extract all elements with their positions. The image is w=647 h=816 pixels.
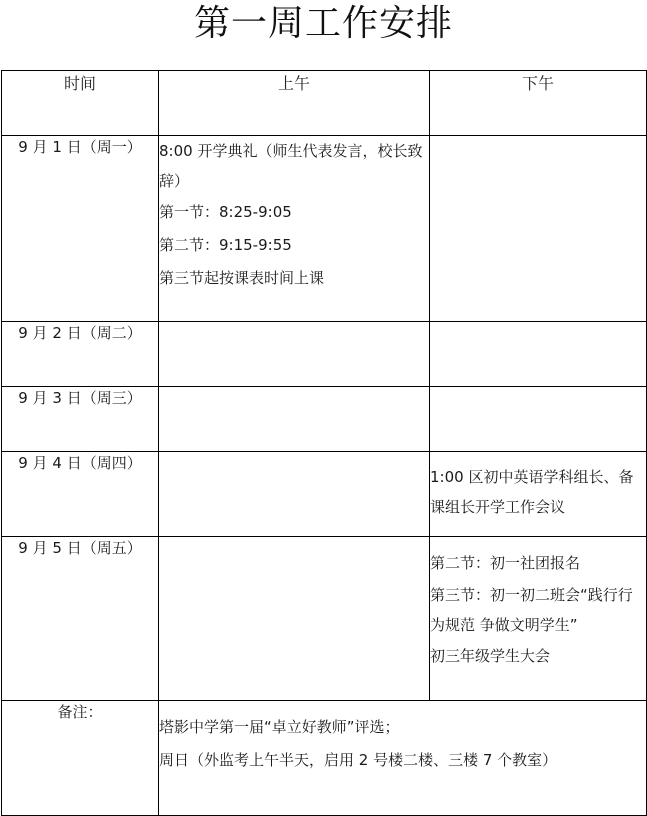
table-row — [2, 387, 647, 452]
header-row — [2, 71, 647, 136]
schedule-item: 第三节起按课表时间上课 — [159, 269, 325, 287]
schedule-item: 第一节：8:25-9:05 — [159, 203, 292, 221]
header-morning: 上午 — [159, 71, 430, 136]
notes-cell — [159, 701, 647, 816]
table-row — [2, 136, 647, 322]
afternoon-cell — [430, 136, 647, 322]
note-item: 周日（外监考上午半天，启用 2 号楼二楼、三楼 7 个教室） — [159, 751, 558, 769]
schedule-item: 1:00 区初中英语学科组长、备课组长开学工作会议 — [430, 468, 634, 516]
header-time: 时间 — [2, 71, 159, 136]
notes-row — [2, 701, 647, 816]
table-row — [2, 322, 647, 387]
schedule-item: 第三节：初一初二班会“践行行为规范 争做文明学生” — [430, 586, 633, 634]
note-item: 塔影中学第一届“卓立好教师”评选； — [159, 718, 400, 736]
morning-cell — [159, 452, 430, 537]
afternoon-cell — [430, 322, 647, 387]
table-row — [2, 537, 647, 701]
table-row — [2, 452, 647, 537]
date-cell: 9 月 1 日（周一） — [2, 136, 159, 322]
morning-cell — [159, 136, 430, 322]
afternoon-cell — [430, 387, 647, 452]
date-cell: 9 月 4 日（周四） — [2, 452, 159, 537]
morning-cell — [159, 322, 430, 387]
date-cell: 9 月 3 日（周三） — [2, 387, 159, 452]
date-cell: 9 月 5 日（周五） — [2, 537, 159, 701]
notes-label: 备注： — [2, 701, 159, 816]
afternoon-cell — [430, 537, 647, 701]
document-title: 第一周工作安排 — [193, 3, 453, 44]
schedule-item: 第二节：初一社团报名 — [430, 554, 581, 572]
morning-cell — [159, 537, 430, 701]
morning-cell — [159, 387, 430, 452]
schedule-table — [1, 70, 647, 816]
schedule-item: 8:00 开学典礼（师生代表发言，校长致辞） — [159, 142, 423, 190]
date-cell: 9 月 2 日（周二） — [2, 322, 159, 387]
schedule-item: 初三年级学生大会 — [430, 647, 551, 665]
schedule-item: 第二节：9:15-9:55 — [159, 236, 292, 254]
afternoon-cell — [430, 452, 647, 537]
header-afternoon: 下午 — [430, 71, 647, 136]
